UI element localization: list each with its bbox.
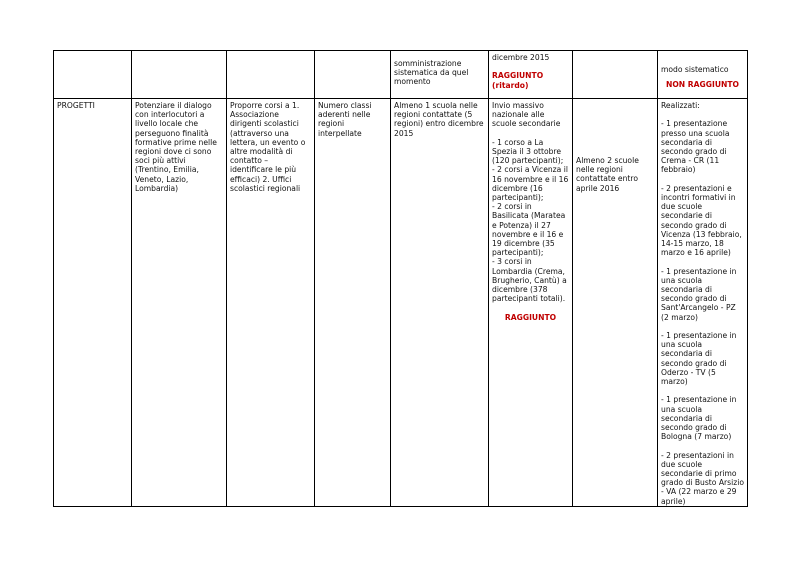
table-cell (573, 51, 658, 99)
table-cell (391, 99, 489, 507)
table-row (54, 51, 748, 99)
table-cell (658, 99, 748, 507)
list-item: - 1 presentazione in una scuola secondaria di secondo grado di Bologna (7 marzo) (661, 395, 737, 442)
list-item: - 2 presentazioni e incontri formativi in due scuole secondarie di secondo grado di Vicenza (13 febbraio, 14-15 marzo, 18 marzo e 16 aprile) (661, 183, 742, 258)
table-cell (489, 51, 573, 99)
list-item: - 1 presentazione in una scuola secondaria di secondo grado di Oderzo - TV (5 marzo) (661, 331, 737, 387)
results-intro: Invio massivo nazionale alle scuole secondarie (492, 101, 561, 129)
list-item: - 1 corso a La Spezia il 3 ottobre (120 partecipanti); (492, 137, 564, 166)
list-item: - 2 corsi a Vicenza il 16 novembre e il 16 dicembre (16 partecipanti); (492, 165, 569, 203)
status-badge: RAGGIUNTO (504, 313, 557, 323)
row-heading: PROGETTI (57, 101, 95, 110)
table-cell (391, 51, 489, 99)
table-cell (132, 51, 227, 99)
list-item: - 1 presentazione presso una scuola secondaria di secondo grado di Crema - CR (11 febbraio) (661, 119, 730, 175)
table-cell (227, 51, 315, 99)
target-text: Almeno 1 scuola nelle regioni contattate (5 regioni) entro dicembre 2015 (394, 101, 484, 138)
table-cell (54, 51, 132, 99)
cell-text: dicembre 2015 (492, 53, 550, 62)
table-cell (573, 99, 658, 507)
action-text: Proporre corsi a 1. Associazione dirigenti scolastici (attraverso una lettera, un evento o altre modalità di contatto – identificare le più efficaci) 2. Uffici scolastici regionali (230, 101, 306, 193)
table-cell (132, 99, 227, 507)
indicator-text: Numero classi aderenti nelle regioni interpellate (318, 101, 372, 138)
table-cell (315, 51, 391, 99)
target-text: Almeno 2 scuole nelle regioni contattate entro aprile 2016 (576, 156, 639, 193)
list-item: - 2 corsi in Basilicata (Maratea e Potenza) il 27 novembre e il 16 e 19 dicembre (35 partecipanti); (492, 202, 566, 258)
table-cell (489, 99, 573, 507)
cell-text: somministrazione sistematica da quel momento (394, 59, 469, 87)
cell-text: modo sistematico (661, 65, 729, 74)
results-intro: Realizzati: (661, 101, 700, 110)
list-item: - 3 corsi in Lombardia (Crema, Brugherio, Cantù) a dicembre (378 partecipanti totali). (492, 257, 567, 304)
table-cell (227, 99, 315, 507)
table-cell (658, 51, 748, 99)
status-badge: RAGGIUNTO (ritardo) (492, 71, 544, 90)
list-item: - 1 presentazione in una scuola secondaria di secondo grado di Sant'Arcangelo - PZ (2 marzo) (661, 266, 737, 322)
table-row (54, 99, 748, 507)
list-item: - 2 presentazioni in due scuole secondarie di primo grado di Busto Arsizio - VA (22 marzo e 29 aprile) (661, 450, 744, 506)
table-cell (315, 99, 391, 507)
monitoring-table (53, 50, 748, 507)
objective-text: Potenziare il dialogo con interlocutori a livello locale che perseguono finalità formative prime nelle regioni dove ci sono soci più attivi (Trentino, Emilia, Veneto, Lazio, Lombardia) (135, 101, 217, 193)
table-cell (54, 99, 132, 507)
status-badge: NON RAGGIUNTO (666, 80, 739, 90)
